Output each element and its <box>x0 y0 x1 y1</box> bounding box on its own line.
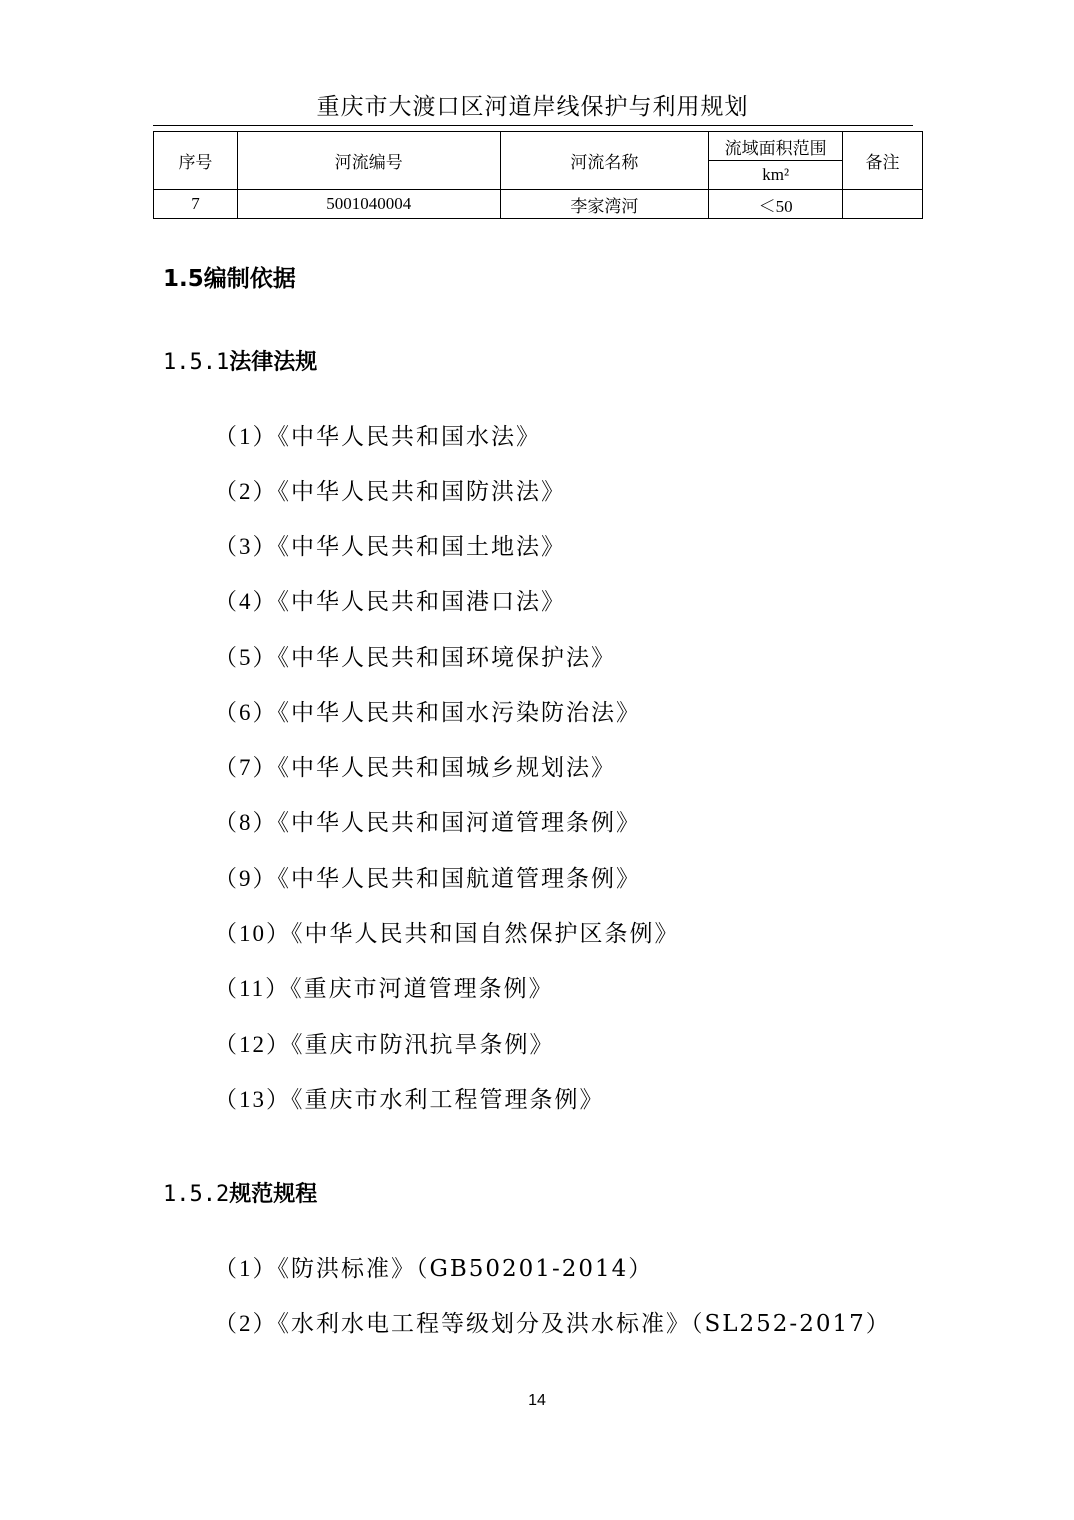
list-item: （6）《中华人民共和国水污染防治法》 <box>214 700 641 726</box>
list-item: （1）《中华人民共和国水法》 <box>214 424 541 450</box>
page-number: 14 <box>528 1392 546 1409</box>
norms-heading <box>163 1177 317 1208</box>
list-item: （2）《中华人民共和国防洪法》 <box>214 479 566 505</box>
cell-name: 李家湾河 <box>500 190 709 219</box>
list-item: （3）《中华人民共和国土地法》 <box>214 534 566 560</box>
river-table <box>153 131 923 219</box>
list-item: （11）《重庆市河道管理条例》 <box>214 976 554 1002</box>
table-row <box>154 190 923 219</box>
cell-note <box>843 190 923 219</box>
list-item: （13）《重庆市水利工程管理条例》 <box>214 1087 605 1113</box>
list-item: （4）《中华人民共和国港口法》 <box>214 589 566 615</box>
laws-heading-number: 1.5.1 <box>163 350 230 375</box>
header-name: 河流名称 <box>500 132 709 190</box>
cell-seq: 7 <box>154 190 238 219</box>
list-item: （9）《中华人民共和国航道管理条例》 <box>214 866 641 892</box>
header-area: 流域面积范围 <box>709 132 843 161</box>
list-item: （10）《中华人民共和国自然保护区条例》 <box>214 921 680 947</box>
cell-area: ＜50 <box>709 190 843 219</box>
header-code: 河流编号 <box>237 132 500 190</box>
laws-heading <box>163 345 317 376</box>
section-heading: 1.5编制依据 <box>163 266 296 292</box>
header-area-unit: km² <box>709 161 843 190</box>
page-header-title: 重庆市大渡口区河道岸线保护与利用规划 <box>316 94 749 120</box>
list-item: （8）《中华人民共和国河道管理条例》 <box>214 810 641 836</box>
header-note: 备注 <box>843 132 923 190</box>
laws-heading-title: 法律法规 <box>229 350 318 375</box>
header-divider <box>153 125 913 126</box>
header-seq: 序号 <box>154 132 238 190</box>
list-item: （5）《中华人民共和国环境保护法》 <box>214 645 616 671</box>
cell-code: 5001040004 <box>237 190 500 219</box>
norms-heading-number: 1.5.2 <box>163 1182 230 1207</box>
list-item: （7）《中华人民共和国城乡规划法》 <box>214 755 616 781</box>
list-item: （12）《重庆市防汛抗旱条例》 <box>214 1032 555 1058</box>
norms-heading-title: 规范规程 <box>229 1182 318 1207</box>
list-item: （2）《水利水电工程等级划分及洪水标准》（SL252-2017） <box>214 1311 891 1337</box>
list-item: （1）《防洪标准》（GB50201-2014） <box>214 1256 654 1282</box>
